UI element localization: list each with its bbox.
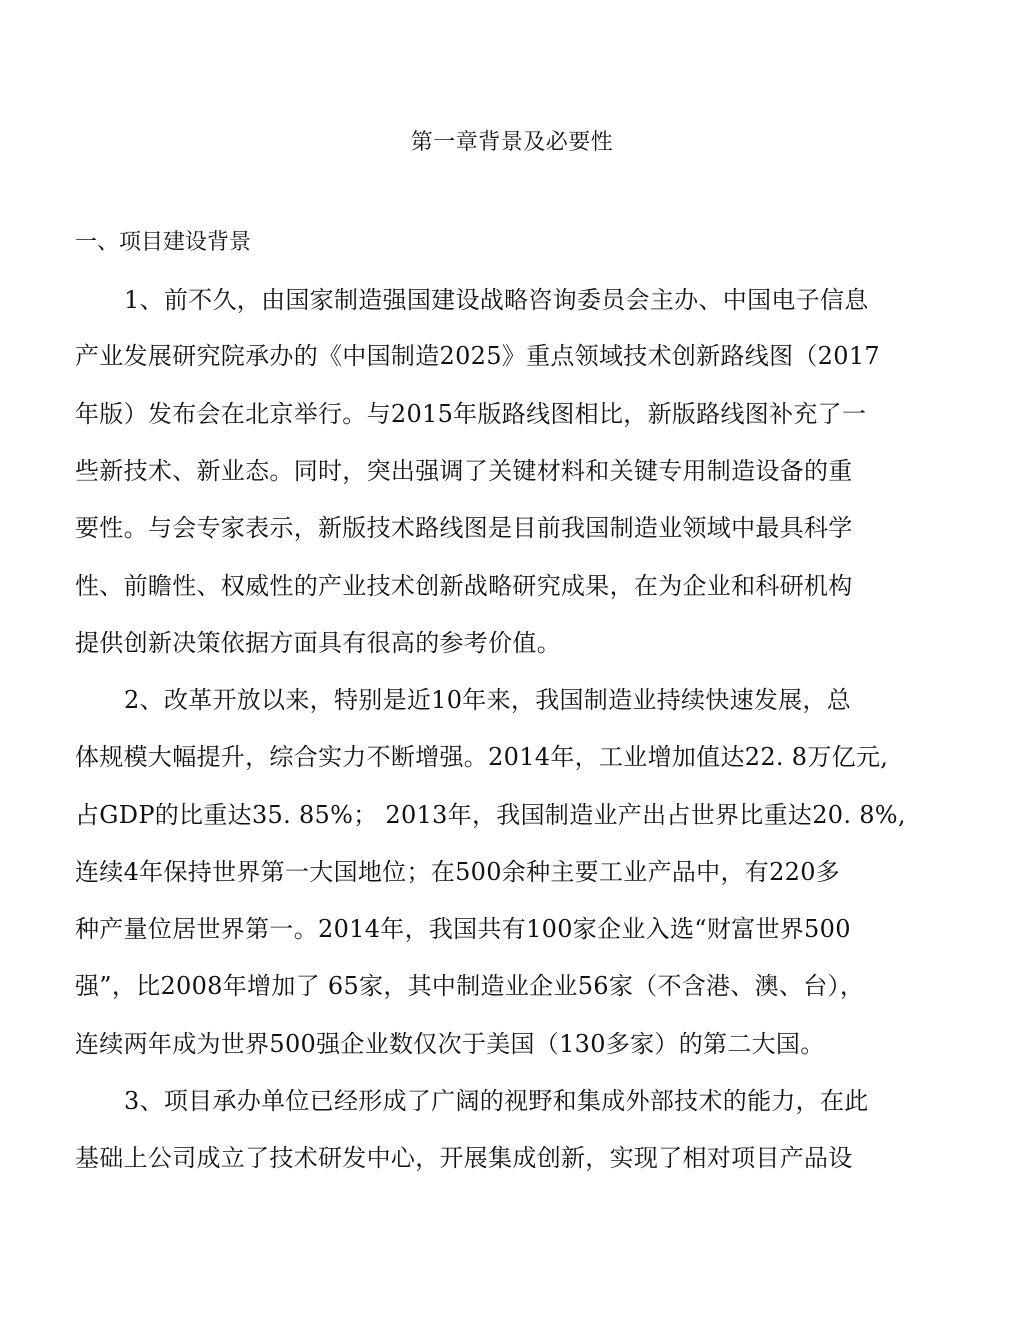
paragraph-1-line-6: 性、前瞻性、权威性的产业技术创新战略研究成果，在为企业和科研机构: [75, 572, 853, 600]
paragraph-1-line-1: 1、前不久，由国家制造强国建设战略咨询委员会主办、中国电子信息: [124, 286, 869, 314]
paragraph-2-line-2: 体规模大幅提升，综合实力不断增强。2014年，工业增加值达22. 8万亿元,: [75, 743, 889, 771]
chapter-title: 第一章背景及必要性: [410, 130, 614, 155]
paragraph-2-line-5: 种产量位居世界第一。2014年，我国共有100家企业入选“财富世界500: [75, 915, 851, 943]
paragraph-3-line-1: 3、项目承办单位已经形成了广阔的视野和集成外部技术的能力，在此: [124, 1087, 869, 1115]
paragraph-2-line-3: 占GDP的比重达35. 85%； 2013年，我国制造业产出占世界比重达20. 8%,: [75, 801, 906, 829]
paragraph-1-line-7: 提供创新决策依据方面具有很高的参考价值。: [75, 629, 561, 657]
paragraph-1-line-3: 年版）发布会在北京举行。与2015年版路线图相比，新版路线图补充了一: [75, 400, 867, 428]
section-heading: 一、项目建设背景: [75, 230, 252, 255]
paragraph-2-line-7: 连续两年成为世界500强企业数仅次于美国（130多家）的第二大国。: [75, 1030, 825, 1058]
paragraph-3-line-2: 基础上公司成立了技术研发中心，开展集成创新，实现了相对项目产品设: [75, 1144, 853, 1172]
paragraph-1-line-2: 产业发展研究院承办的《中国制造2025》重点领域技术创新路线图（2017: [75, 342, 880, 370]
paragraph-1-line-5: 要性。与会专家表示，新版技术路线图是目前我国制造业领域中最具科学: [75, 514, 853, 542]
paragraph-2-line-4: 连续4年保持世界第一大国地位；在500余种主要工业产品中，有220多: [75, 858, 841, 886]
paragraph-1-line-4: 些新技术、新业态。同时，突出强调了关键材料和关键专用制造设备的重: [75, 457, 853, 485]
paragraph-2-line-6: 强”，比2008年增加了 65家，其中制造业企业56家（不含港、澳、台），: [75, 972, 865, 1000]
paragraph-2-line-1: 2、改革开放以来，特别是近10年来，我国制造业持续快速发展，总: [124, 686, 852, 714]
